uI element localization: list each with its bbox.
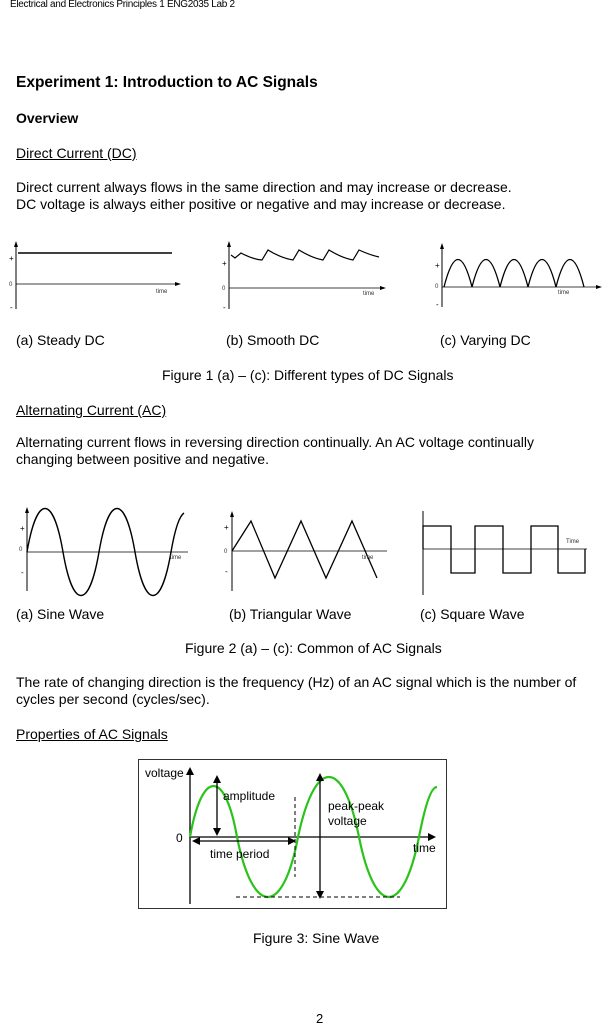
plus-label: + (224, 523, 229, 532)
figure-3-caption: Figure 3: Sine Wave (253, 930, 380, 946)
time-axis-label: time (413, 841, 436, 855)
zero-label: 0 (435, 284, 439, 290)
ac-text-1: Alternating current flows in reversing direction continually. An AC voltage continually (16, 434, 535, 450)
zero-label: 0 (222, 286, 226, 292)
time-label: time (156, 289, 168, 295)
page-title: Experiment 1: Introduction to AC Signals (16, 74, 318, 91)
minus-label: - (225, 567, 228, 576)
caption-sine-wave: (a) Sine Wave (16, 606, 105, 622)
ac-text-2: changing between positive and negative. (16, 451, 269, 467)
minus-label: - (21, 568, 24, 577)
ac-heading: Alternating Current (AC) (16, 402, 167, 418)
zero-label: 0 (9, 282, 13, 288)
caption-varying-dc: (c) Varying DC (440, 332, 531, 348)
page-number: 2 (316, 1011, 324, 1026)
caption-square-wave: (c) Square Wave (420, 606, 525, 622)
caption-steady-dc: (a) Steady DC (16, 332, 105, 348)
plus-label: + (20, 524, 25, 533)
dc-heading: Direct Current (DC) (16, 145, 137, 161)
amplitude-label: amplitude (223, 789, 276, 803)
overview-heading: Overview (16, 110, 79, 126)
peak-peak-label: peak-peak (328, 799, 385, 813)
minus-label: - (10, 303, 13, 312)
plus-label: + (9, 254, 14, 263)
time-label: time (558, 290, 570, 296)
triangular-wave-graph (215, 505, 395, 595)
time-label: time (362, 555, 374, 561)
caption-smooth-dc: (b) Smooth DC (226, 332, 320, 348)
time-period-label: time period (210, 847, 270, 861)
time-label: time (363, 291, 375, 297)
frequency-text-1: The rate of changing direction is the frequency (Hz) of an AC signal which is the number of (16, 674, 577, 690)
dc-text-1: Direct current always flows in the same direction and may increase or decrease. (16, 179, 512, 195)
figure-2-caption: Figure 2 (a) – (c): Common of AC Signals (185, 640, 442, 656)
properties-heading: Properties of AC Signals (16, 726, 168, 742)
zero-label: 0 (19, 547, 23, 553)
varying-dc-graph (425, 235, 611, 315)
caption-triangular-wave: (b) Triangular Wave (229, 606, 352, 622)
voltage-axis-label: voltage (145, 766, 184, 780)
sine-wave-properties-figure (138, 759, 448, 910)
steady-dc-graph (0, 235, 200, 315)
zero-label: 0 (224, 549, 228, 555)
peak-voltage-label: voltage (328, 814, 367, 828)
zero-label: 0 (176, 831, 183, 845)
dc-text-2: DC voltage is always either positive or negative and may increase or decrease. (16, 196, 506, 212)
plus-label: + (435, 261, 440, 270)
minus-label: - (223, 303, 226, 312)
figure-1-caption: Figure 1 (a) – (c): Different types of DC Signals (162, 367, 454, 383)
frequency-text-2: cycles per second (cycles/sec). (16, 691, 210, 707)
sine-wave-graph (0, 505, 200, 595)
smooth-dc-graph (215, 235, 395, 315)
time-label: Time (566, 539, 580, 545)
minus-label: - (436, 300, 439, 309)
running-header: Electrical and Electronics Principles 1 ENG2035 Lab 2 (10, 0, 235, 10)
plus-label: + (222, 259, 227, 268)
time-label: time (170, 555, 182, 561)
square-wave-graph (415, 505, 611, 595)
